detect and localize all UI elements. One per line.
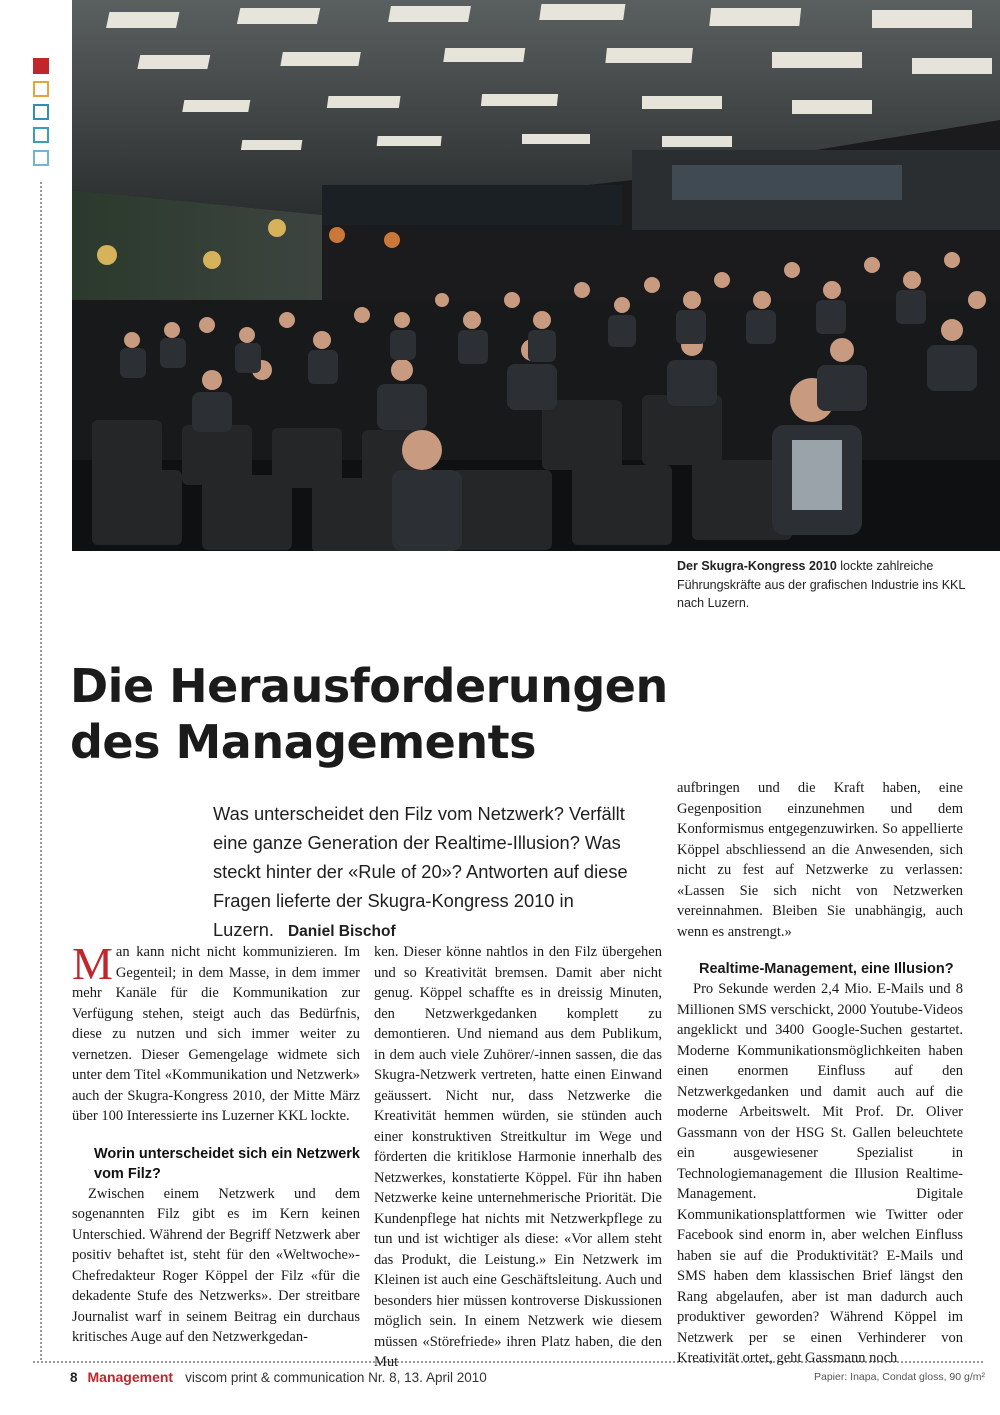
article-column-2 (374, 942, 662, 1373)
color-square-lightblue (33, 150, 49, 166)
caption-text: lockte zahlreiche Führungskräfte aus der grafischen Industrie ins KKL nach Luzern. (677, 559, 965, 610)
paragraph-netzwerk-filz: Zwischen einem Netzwerk und dem sogenannten Filz gibt es im Kern keinen Unterschied. Während der Begriff Netzwerk aber positiv behaftet ist, steht für den «Weltwoche»-Chefredakteur Roger Köppel der Filz «für die dekadente Stufe des Netzwerks». Der streitbare Journalist warf in seinem Beitrag ein durchaus kritisches Auge auf den Netzwerkgedan- (72, 1185, 360, 1345)
subheading-netzwerk-filz: Worin unterscheidet sich ein Netzwerk vom Filz? (94, 1145, 360, 1182)
drop-cap: M (72, 938, 113, 989)
section-name: Management (87, 1369, 174, 1385)
author-name: Daniel Bischof (287, 923, 396, 940)
intro-paragraph (72, 938, 360, 1127)
color-square-blue (33, 104, 49, 120)
headline-line-2: des Managements (70, 715, 536, 769)
auditorium-photo (72, 0, 1000, 551)
paper-info: Papier: Inapa, Condat gloss, 90 g/m² (813, 1371, 985, 1383)
caption-bold: Der Skugra-Kongress 2010 (677, 559, 837, 573)
paragraph-appell: aufbringen und die Kraft haben, eine Gegenposition einzunehmen und dem Konformismus entgegenzuwirken. So appellierte Köppel abschliessend an die Anwesenden, sich nicht zu fest auf Netzwerke zu verlassen: «Lassen Sie sich nicht von Netzwerken vereinnahmen. Bleiben Sie unabhängig, auch wenn es anstrengt.» (677, 780, 963, 940)
page-number: 8 (70, 1370, 78, 1385)
paragraph-koeppel: ken. Dieser könne nahtlos in den Filz übergehen und so Kreativität bremsen. Damit aber nicht genug. Köppel schaffte es in dreissig Minuten, den Netzwerkgedanken komplett zu demontieren. Und niemand aus dem Publikum, in dem auch viele Zuhörer/-innen sassen, die das Skugra-Netzwerk vertreten, hatte einen Einwand geäussert. Nicht nur, dass Netzwerke die Kreativität hemmen würden, sie stünden auch einer konstruktiven Streitkultur im Wege und förderten die kritiklose Harmonie innerhalb des Netzwerkes, konstatierte Köppel. Für ihn haben Netzwerke keine unternehmerische Priorität. Die Kundenpflege hat nichts mit Netzwerkpflege zu tun und ist wichtiger als diese: «Vor allem steht das Produkt, die Leistung.» Ein Netzwerk im Kleinen ist auch eine Geschäftsleitung. Auch und besonders hier müssen kontroverse Diskussionen möglich sein. In einem Netzwerk wie diesem müssen «Störefriede» ihren Platz haben, die den Mut (374, 944, 662, 1370)
color-square-teal (33, 127, 49, 143)
color-square-red (33, 58, 49, 74)
lead-text: Was unterscheidet den Filz vom Netzwerk? Verfällt eine ganze Generation der Realtime-Illusion? Was steckt hinter der «Rule of 20»? Antworten auf diese Fragen lieferte der Skugra-Kongress 2010 in Luzern. (213, 803, 628, 940)
paragraph-realtime: Pro Sekunde werden 2,4 Mio. E-Mails und 8 Millionen SMS verschickt, 2000 Youtube-Videos angeklickt und 3400 Google-Suchen gestartet. Moderne Kommunikationsmöglichkeiten haben einen enormen Einfluss auf den Netzwerkgedanken und damit auch auf die moderne Arbeitswelt. Mit Prof. Dr. Oliver Gassmann von der HSG St. Gallen beleuchtete ein ausgewiesener Spezialist in Technologiemanagement die Illusion Realtime-Management. Digitale Kommunikationsplattformen wie Twitter oder Facebook sind enorm in, aber welchen Einfluss haben sie auf die Produktivität? E-Mails und SMS haben dem klassischen Brief längst den Rang abgelaufen, aber ist man dadurch auch produktiver geworden? Während Köppel im Netzwerk per se einen Verhinderer von Kreativität ortet, geht Gassmann noch (677, 981, 963, 1366)
article-column-1 (72, 938, 360, 1348)
issue-info: viscom print & communication Nr. 8, 13. April 2010 (185, 1370, 487, 1385)
intro-text: an kann nicht nicht kommunizieren. Im Gegenteil; in dem Masse, in dem immer mehr Kanäle für die Kommunikation zur Verfügung stehen, steigt auch das Bedürfnis, diese zu nutzen und sich immer weiter zu vernetzen. Dieser Gemengelage widmete sich unter dem Titel «Kommunikation und Netzwerk» auch der Skugra-Kongress 2010, der Mitte März über 100 Interessierte ins Luzerner KKL lockte. (72, 944, 360, 1124)
headline-line-1: Die Herausforderungen (70, 659, 668, 713)
lead-paragraph (213, 799, 653, 946)
subheading-realtime: Realtime-Management, eine Illusion? (699, 961, 954, 977)
color-square-orange (33, 81, 49, 97)
article-column-3 (677, 778, 963, 1369)
vertical-dotted-rule (40, 182, 42, 1360)
photo-caption (677, 557, 977, 613)
page-footer (70, 1369, 487, 1385)
headline (70, 658, 950, 770)
